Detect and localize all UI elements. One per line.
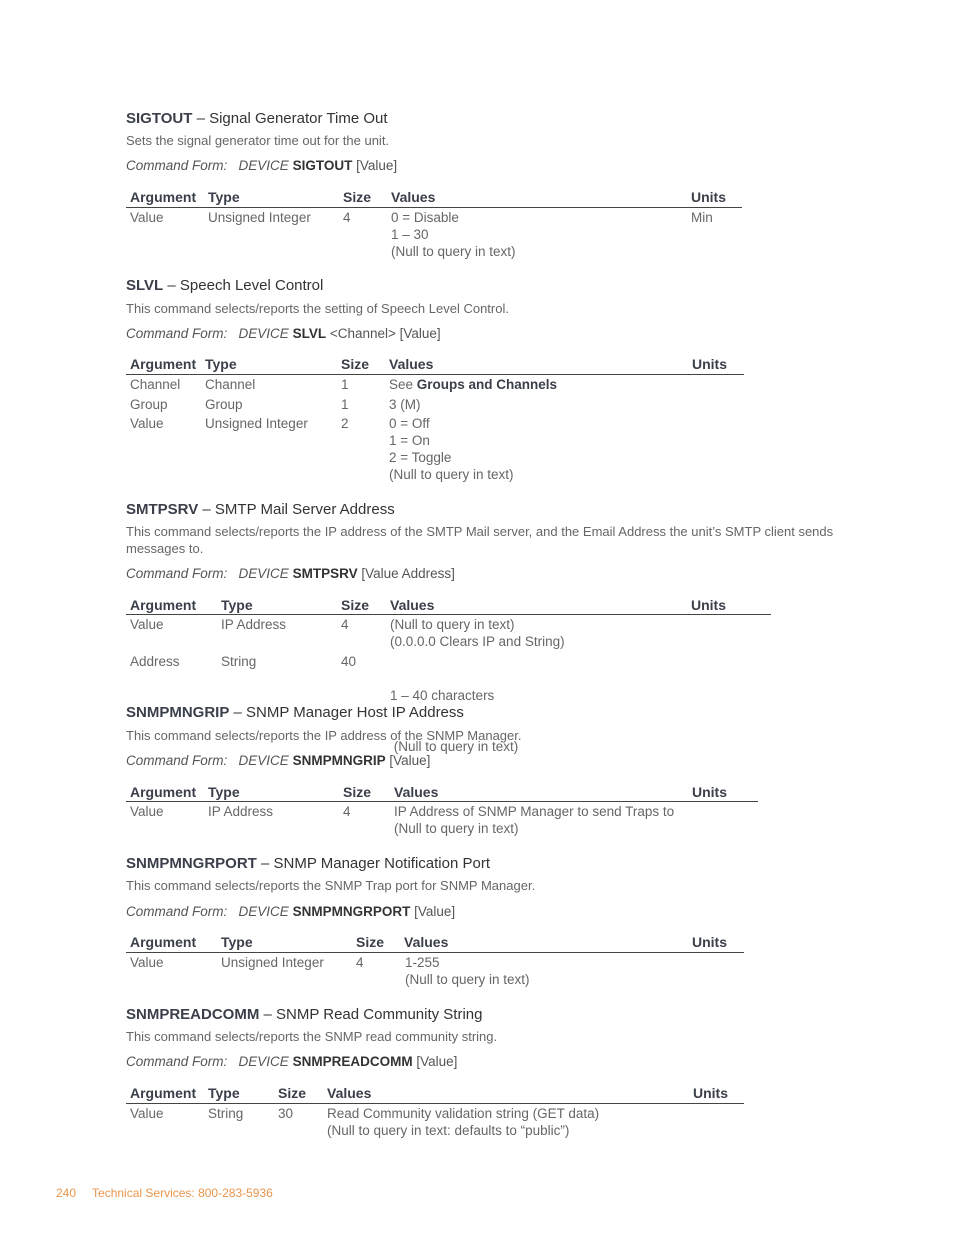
cell-argument: Value (130, 804, 164, 819)
cell-size: 4 (343, 210, 351, 225)
cell-argument: Value (130, 1106, 164, 1121)
section-description: This command selects/reports the setting of Speech Level Control. (126, 301, 509, 316)
footer-contact: Technical Services: 800-283-5936 (92, 1186, 273, 1200)
header-units: Units (691, 189, 726, 205)
header-type: Type (208, 1085, 240, 1101)
page-number: 240 (56, 1186, 77, 1200)
section-title: SNMPMNGRIP – SNMP Manager Host IP Address (126, 704, 464, 721)
header-type: Type (205, 356, 237, 372)
section-title: SNMPREADCOMM – SNMP Read Community String (126, 1006, 483, 1023)
section-title: SNMPMNGRPORT – SNMP Manager Notification Port (126, 855, 491, 872)
cell-type: Unsigned Integer (221, 955, 324, 970)
header-values: Values (389, 356, 434, 372)
table-rule (126, 801, 758, 802)
cell-argument: Value (130, 955, 164, 970)
header-argument: Argument (130, 934, 197, 950)
header-units: Units (692, 784, 727, 800)
cell-type: IP Address (221, 617, 287, 632)
cell-size: 4 (341, 617, 349, 632)
header-argument: Argument (130, 784, 197, 800)
header-argument: Argument (130, 356, 197, 372)
header-size: Size (343, 784, 372, 800)
cell-type: Unsigned Integer (205, 416, 308, 431)
header-type: Type (208, 784, 240, 800)
header-argument: Argument (130, 597, 197, 613)
groups-and-channels-ref: Groups and Channels (416, 377, 558, 392)
table-rule (126, 952, 744, 953)
section-description: This command selects/reports the IP address of the SMTP Mail server, and the Email Address the unit’s SMTP client sends messages to. (126, 524, 834, 556)
header-values: Values (391, 189, 436, 205)
cell-values: 1-255 (Null to query in text) (405, 955, 530, 987)
table-rule (126, 1103, 744, 1104)
header-argument: Argument (130, 189, 197, 205)
cell-size: 4 (343, 804, 351, 819)
command-form: Command Form: DEVICE SNMPREADCOMM [Value] (126, 1054, 458, 1069)
header-size: Size (341, 356, 370, 372)
table-rule (126, 207, 742, 208)
header-argument: Argument (130, 1085, 197, 1101)
header-values: Values (390, 597, 435, 613)
command-form: Command Form: DEVICE SNMPMNGRPORT [Value] (126, 904, 456, 919)
cell-values: See Groups and Channels (389, 377, 558, 392)
cell-argument: Group (130, 397, 168, 412)
cell-values: 1 – 40 characters (Null to query in text) (390, 688, 519, 754)
header-values: Values (404, 934, 449, 950)
cell-values: (Null to query in text) (0.0.0.0 Clears IP and String) (390, 617, 565, 649)
table-rule (126, 374, 744, 375)
section-description: This command selects/reports the SNMP read community string. (126, 1029, 498, 1044)
cell-argument: Value (130, 210, 164, 225)
header-values: Values (327, 1085, 372, 1101)
cell-type: String (221, 654, 257, 669)
cell-size: 1 (341, 397, 349, 412)
section-description: This command selects/reports the IP address of the SNMP Manager. (126, 728, 522, 743)
cell-argument: Value (130, 617, 164, 632)
cell-values: Read Community validation string (GET data) (Null to query in text: defaults to “public”) (327, 1106, 600, 1138)
cell-argument: Channel (130, 377, 181, 392)
cell-units: Min (691, 210, 713, 225)
cell-type: Group (205, 397, 243, 412)
cell-type: Channel (205, 377, 256, 392)
cell-values: 0 = Off 1 = On 2 = Toggle (Null to query in text) (389, 416, 514, 482)
cell-values: 0 = Disable 1 – 30 (Null to query in text) (391, 210, 516, 259)
header-units: Units (693, 1085, 728, 1101)
header-type: Type (221, 934, 253, 950)
header-size: Size (356, 934, 385, 950)
command-form: Command Form: DEVICE SNMPMNGRIP [Value] (126, 753, 431, 768)
header-units: Units (692, 356, 727, 372)
command-form: Command Form: DEVICE SIGTOUT [Value] (126, 158, 398, 173)
cell-type: String (208, 1106, 244, 1121)
header-units: Units (692, 934, 727, 950)
table-rule (126, 614, 771, 615)
cell-size: 2 (341, 416, 349, 431)
cell-argument: Address (130, 654, 180, 669)
cell-size: 30 (278, 1106, 294, 1121)
cell-size: 40 (341, 654, 357, 669)
section-description: Sets the signal generator time out for the unit. (126, 133, 390, 148)
cell-size: 4 (356, 955, 364, 970)
cell-type: IP Address (208, 804, 274, 819)
cell-values: 3 (M) (389, 397, 421, 412)
command-form: Command Form: DEVICE SMTPSRV [Value Address] (126, 566, 455, 581)
header-units: Units (691, 597, 726, 613)
header-type: Type (221, 597, 253, 613)
header-size: Size (343, 189, 372, 205)
cell-size: 1 (341, 377, 349, 392)
cell-values: IP Address of SNMP Manager to send Traps to (Null to query in text) (394, 804, 675, 836)
header-type: Type (208, 189, 240, 205)
page-footer (56, 1186, 273, 1200)
section-title: SIGTOUT – Signal Generator Time Out (126, 110, 388, 127)
cell-argument: Value (130, 416, 164, 431)
section-title: SMTPSRV – SMTP Mail Server Address (126, 501, 395, 518)
cell-type: Unsigned Integer (208, 210, 311, 225)
header-size: Size (341, 597, 370, 613)
header-values: Values (394, 784, 439, 800)
section-description: This command selects/reports the SNMP Trap port for SNMP Manager. (126, 878, 536, 893)
section-title: SLVL – Speech Level Control (126, 277, 324, 294)
command-form: Command Form: DEVICE SLVL <Channel> [Value] (126, 326, 441, 341)
header-size: Size (278, 1085, 307, 1101)
